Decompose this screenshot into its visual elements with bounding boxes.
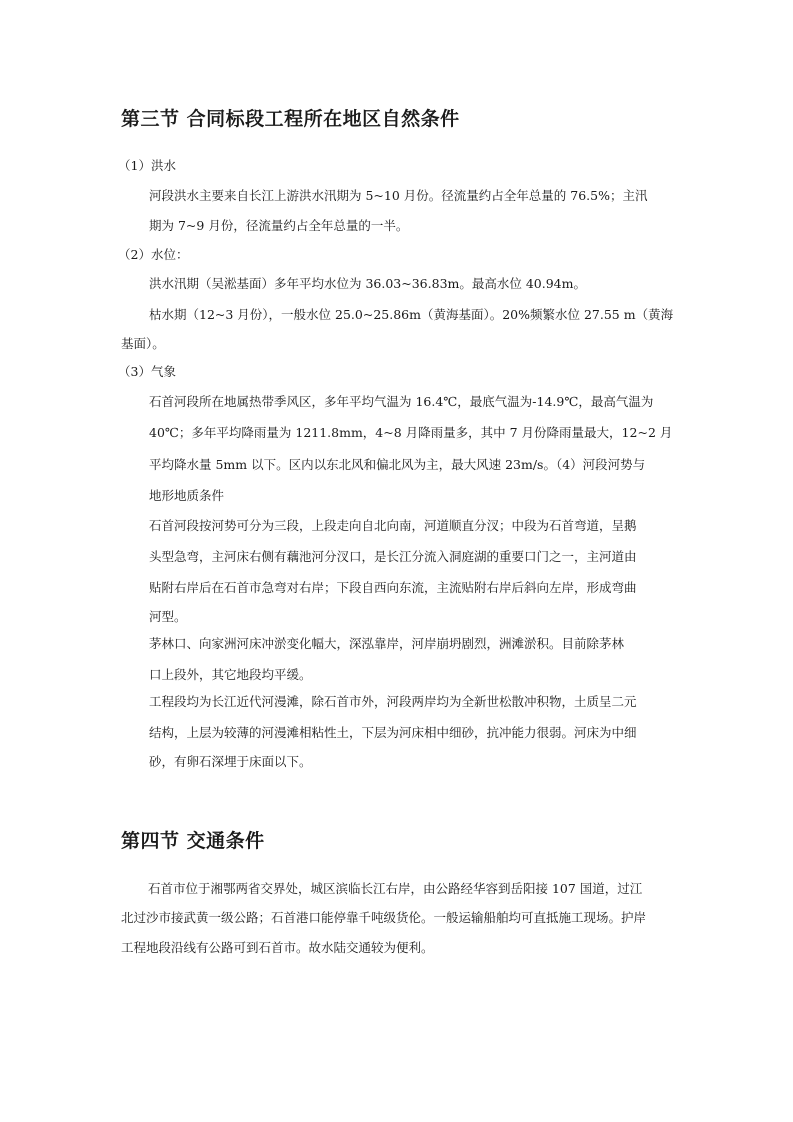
climate-line-2: 40℃；多年平均降雨量为 1211.8mm，4~8 月降雨量多，其中 7 月份降雨量最大，12~2 月 [149, 425, 673, 440]
climate-line-3: 平均降水量 5mm 以下。区内以东北风和偏北风为主，最大风速 23m/s。（4）河段河势与 [149, 457, 646, 472]
terrain-p2-line-1: 茅林口、向家洲河床冲淤变化幅大，深泓靠岸，河岸崩坍剧烈，洲滩淤积。目前除茅林 [149, 636, 625, 651]
traffic-line-2: 北过沙市接武黄一级公路；石首港口能停靠千吨级货伦。一般运输船舶均可直抵施工现场。护岸 [121, 910, 647, 925]
terrain-p1-line-3: 贴附右岸后在石首市急弯对右岸；下段自西向东流，主流贴附右岸后斜向左岸，形成弯曲 [149, 580, 637, 595]
water-level-line-1: 洪水汛期（吴淞基面）多年平均水位为 36.03~36.83m。最高水位 40.94m。 [149, 276, 586, 291]
climate-line-1: 石首河段所在地属热带季风区，多年平均气温为 16.4℃，最底气温为-14.9℃，最高气温为 [149, 394, 654, 409]
water-level-line-2: 枯水期（12~3 月份），一般水位 25.0~25.86m（黄海基面）。20%频繁水位 27.55 m（黄海 [149, 307, 674, 322]
section-3-title: 第三节 合同标段工程所在地区自然条件 [121, 108, 460, 130]
water-level-label: （2）水位： [118, 247, 189, 262]
climate-label: （3）气象 [118, 364, 176, 379]
water-level-line-3: 基面）。 [121, 336, 165, 351]
climate-line-4: 地形地质条件 [149, 488, 225, 503]
terrain-p1-line-1: 石首河段按河势可分为三段，上段走向自北向南，河道顺直分汊；中段为石首弯道，呈鹅 [149, 518, 637, 533]
terrain-p3-line-1: 工程段均为长江近代河漫滩，除石首市外，河段两岸均为全新世松散冲积物，土质呈二元 [149, 694, 637, 709]
flood-line-1: 河段洪水主要来自长江上游洪水汛期为 5~10 月份。径流量约占全年总量的 76.5%；主汛 [149, 188, 648, 203]
terrain-p1-line-2: 头型急弯，主河床右侧有藕池河分汊口，是长江分流入洞庭湖的重要口门之一，主河道由 [149, 549, 637, 564]
section-4-title: 第四节 交通条件 [121, 830, 265, 852]
flood-line-2: 期为 7~9 月份，径流量约占全年总量的一半。 [149, 218, 409, 233]
traffic-line-3: 工程地段沿线有公路可到石首市。故水陆交通较为便利。 [121, 940, 434, 955]
terrain-p1-line-4: 河型。 [149, 609, 187, 624]
terrain-p2-line-2: 口上段外，其它地段均平缓。 [149, 667, 312, 682]
flood-label: （1）洪水 [118, 158, 176, 173]
traffic-line-1: 石首市位于湘鄂两省交界处，城区滨临长江右岸，由公路经华容到岳阳接 107 国道，过江 [148, 881, 643, 896]
terrain-p3-line-3: 砂，有卵石深埋于床面以下。 [149, 754, 312, 769]
terrain-p3-line-2: 结构，上层为较薄的河漫滩相粘性土，下层为河床相中细砂，抗冲能力很弱。河床为中细 [149, 725, 637, 740]
